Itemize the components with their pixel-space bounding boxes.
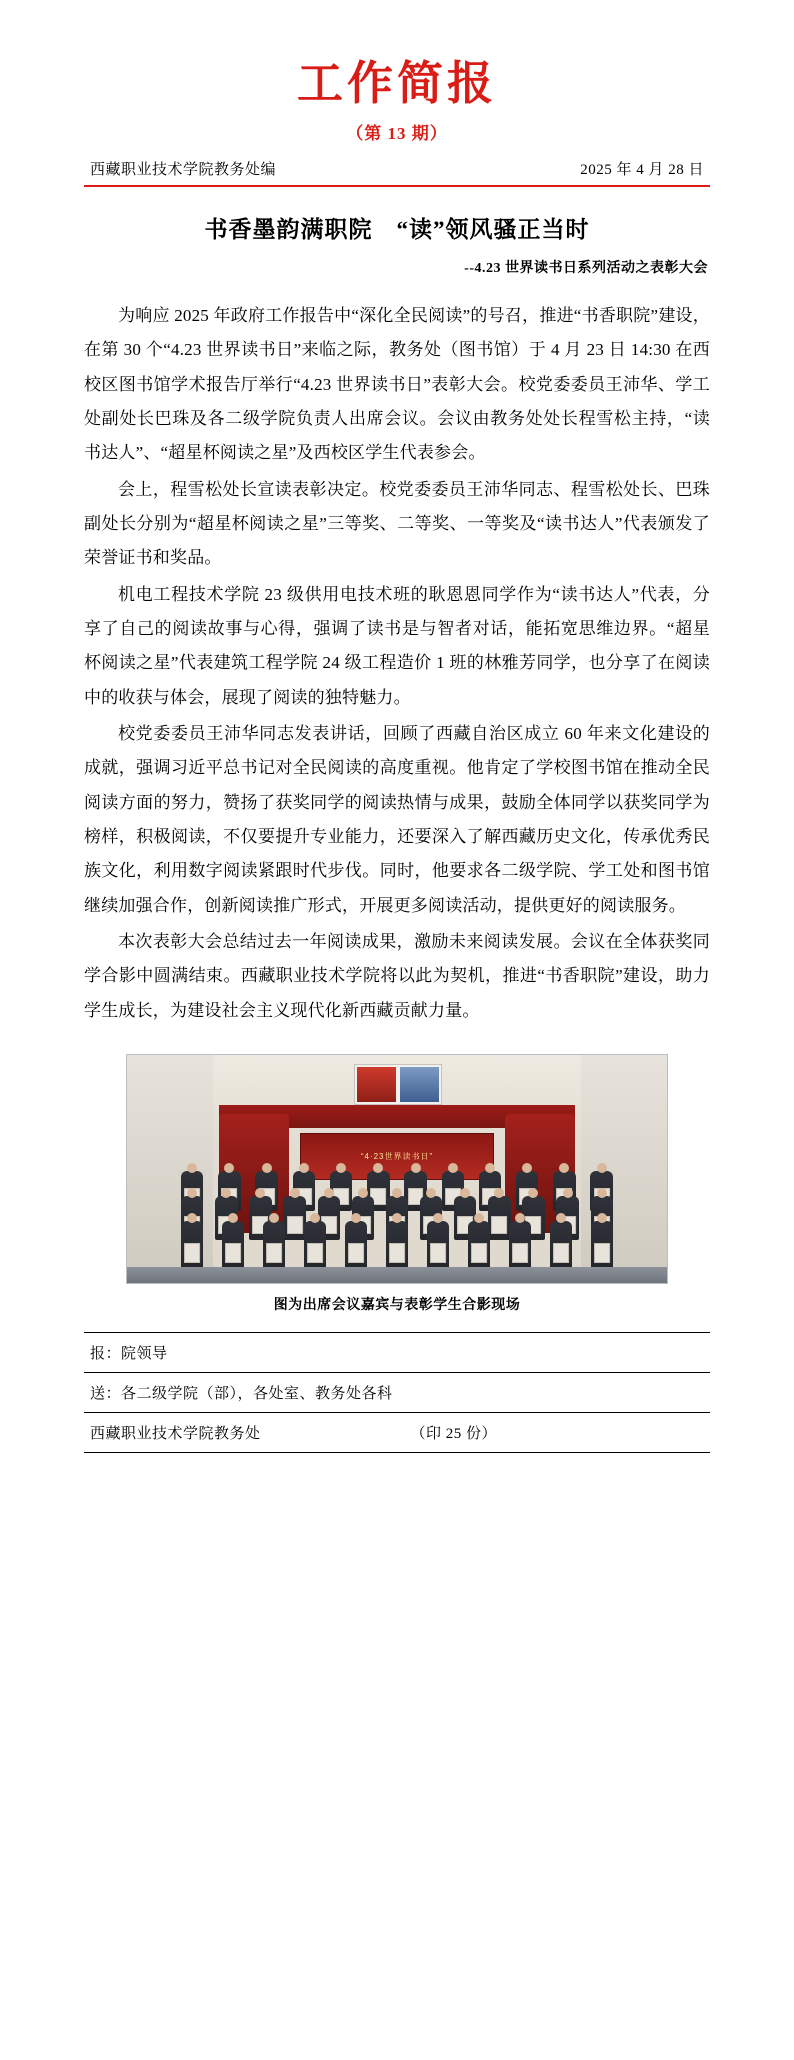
- article-paragraph: 校党委委员王沛华同志发表讲话，回顾了西藏自治区成立 60 年来文化建设的成就，强调习近平总书记对全民阅读的高度重视。他肯定了学校图书馆在推动全民阅读方面的努力，赞扬了获奖同学的阅读热情与成果，鼓励全体同学以获奖同学为榜样，积极阅读，不仅要提升专业能力，还要深入了解西藏历史文化，传承优秀民族文化，利用数字阅读紧跟时代步伐。同时，他要求各二级学院、学工处和图书馆继续加强合作，创新阅读推广形式，开展更多阅读活动，提供更好的阅读服务。: [84, 724, 710, 915]
- photo-floor: [127, 1267, 667, 1283]
- footer-send-row: [84, 1372, 710, 1412]
- publish-date: 2025 年 4 月 28 日: [580, 161, 704, 178]
- photo-banner-text: “4·23世界读书日”: [360, 1151, 434, 1161]
- issue-number: （第 13 期）: [346, 123, 448, 143]
- table-row: [84, 1332, 710, 1372]
- photo-crowd: [181, 1169, 613, 1269]
- photo-caption: 图为出席会议嘉宾与表彰学生合影现场: [273, 1297, 521, 1313]
- article-subhead: --4.23 世界读书日系列活动之表彰大会: [464, 261, 708, 277]
- footer-report-label: 报：: [90, 1345, 122, 1362]
- footer-table: [84, 1332, 710, 1453]
- article-paragraph: 为响应 2025 年政府工作报告中“深化全民阅读”的号召，推进“书香职院”建设，在第 30 个“4.23 世界读书日”来临之际，教务处（图书馆）于 4 月 23 日 14:30 在西校区图书馆学术报告厅举行“4.23 世界读书日”表彰大会。校党委委员王沛华、学工处副处长巴珠及各二级学院负责人出席会议。会议由教务处处长程雪松主持，“读书达人”、“超星杯阅读之星”及西校区学生代表参会。: [84, 306, 710, 463]
- photo-container: [84, 1054, 710, 1284]
- photo-poster: [354, 1064, 442, 1105]
- article-headline: 书香墨韵满职院 “读”领风骚正当时: [204, 216, 590, 242]
- publisher: 西藏职业技术学院教务处编: [90, 161, 277, 178]
- footer-report-value: 院领导: [121, 1345, 168, 1362]
- footer-copies: （印 25 份）: [410, 1425, 498, 1442]
- table-row: [84, 1372, 710, 1412]
- masthead-divider: [84, 185, 710, 187]
- footer-send-value: 各二级学院（部），各处室、教务处各科: [121, 1385, 393, 1402]
- footer-issuer: 西藏职业技术学院教务处: [90, 1425, 261, 1442]
- footer-report-row: [84, 1332, 710, 1372]
- article-paragraph: 会上，程雪松处长宣读表彰决定。校党委委员王沛华同志、程雪松处长、巴珠副处长分别为“超星杯阅读之星”三等奖、二等奖、一等奖及“读书达人”代表颁发了荣誉证书和奖品。: [84, 479, 710, 568]
- group-photo: [126, 1054, 668, 1284]
- masthead-title: 工作简报: [297, 57, 497, 109]
- photo-crowd-row: [181, 1221, 613, 1269]
- article-paragraph: 机电工程技术学院 23 级供用电技术班的耿恩恩同学作为“读书达人”代表，分享了自己的阅读故事与心得，强调了读书是与智者对话，能拓宽思维边界。“超星杯阅读之星”代表建筑工程学院 24 级工程造价 1 班的林雅芳同学，也分享了在阅读中的收获与体会，展现了阅读的独特魅力。: [84, 584, 710, 707]
- table-row: [84, 1412, 710, 1452]
- masthead-meta: [84, 158, 710, 185]
- article-body: [84, 299, 710, 1028]
- article-paragraph: 本次表彰大会总结过去一年阅读成果，激励未来阅读发展。会议在全体获奖同学合影中圆满结束。西藏职业技术学院将以此为契机，推进“书香职院”建设，助力学生成长，为建设社会主义现代化新西藏贡献力量。: [84, 932, 710, 1020]
- footer-issuer-row: [84, 1412, 710, 1452]
- footer-send-label: 送：: [90, 1385, 122, 1402]
